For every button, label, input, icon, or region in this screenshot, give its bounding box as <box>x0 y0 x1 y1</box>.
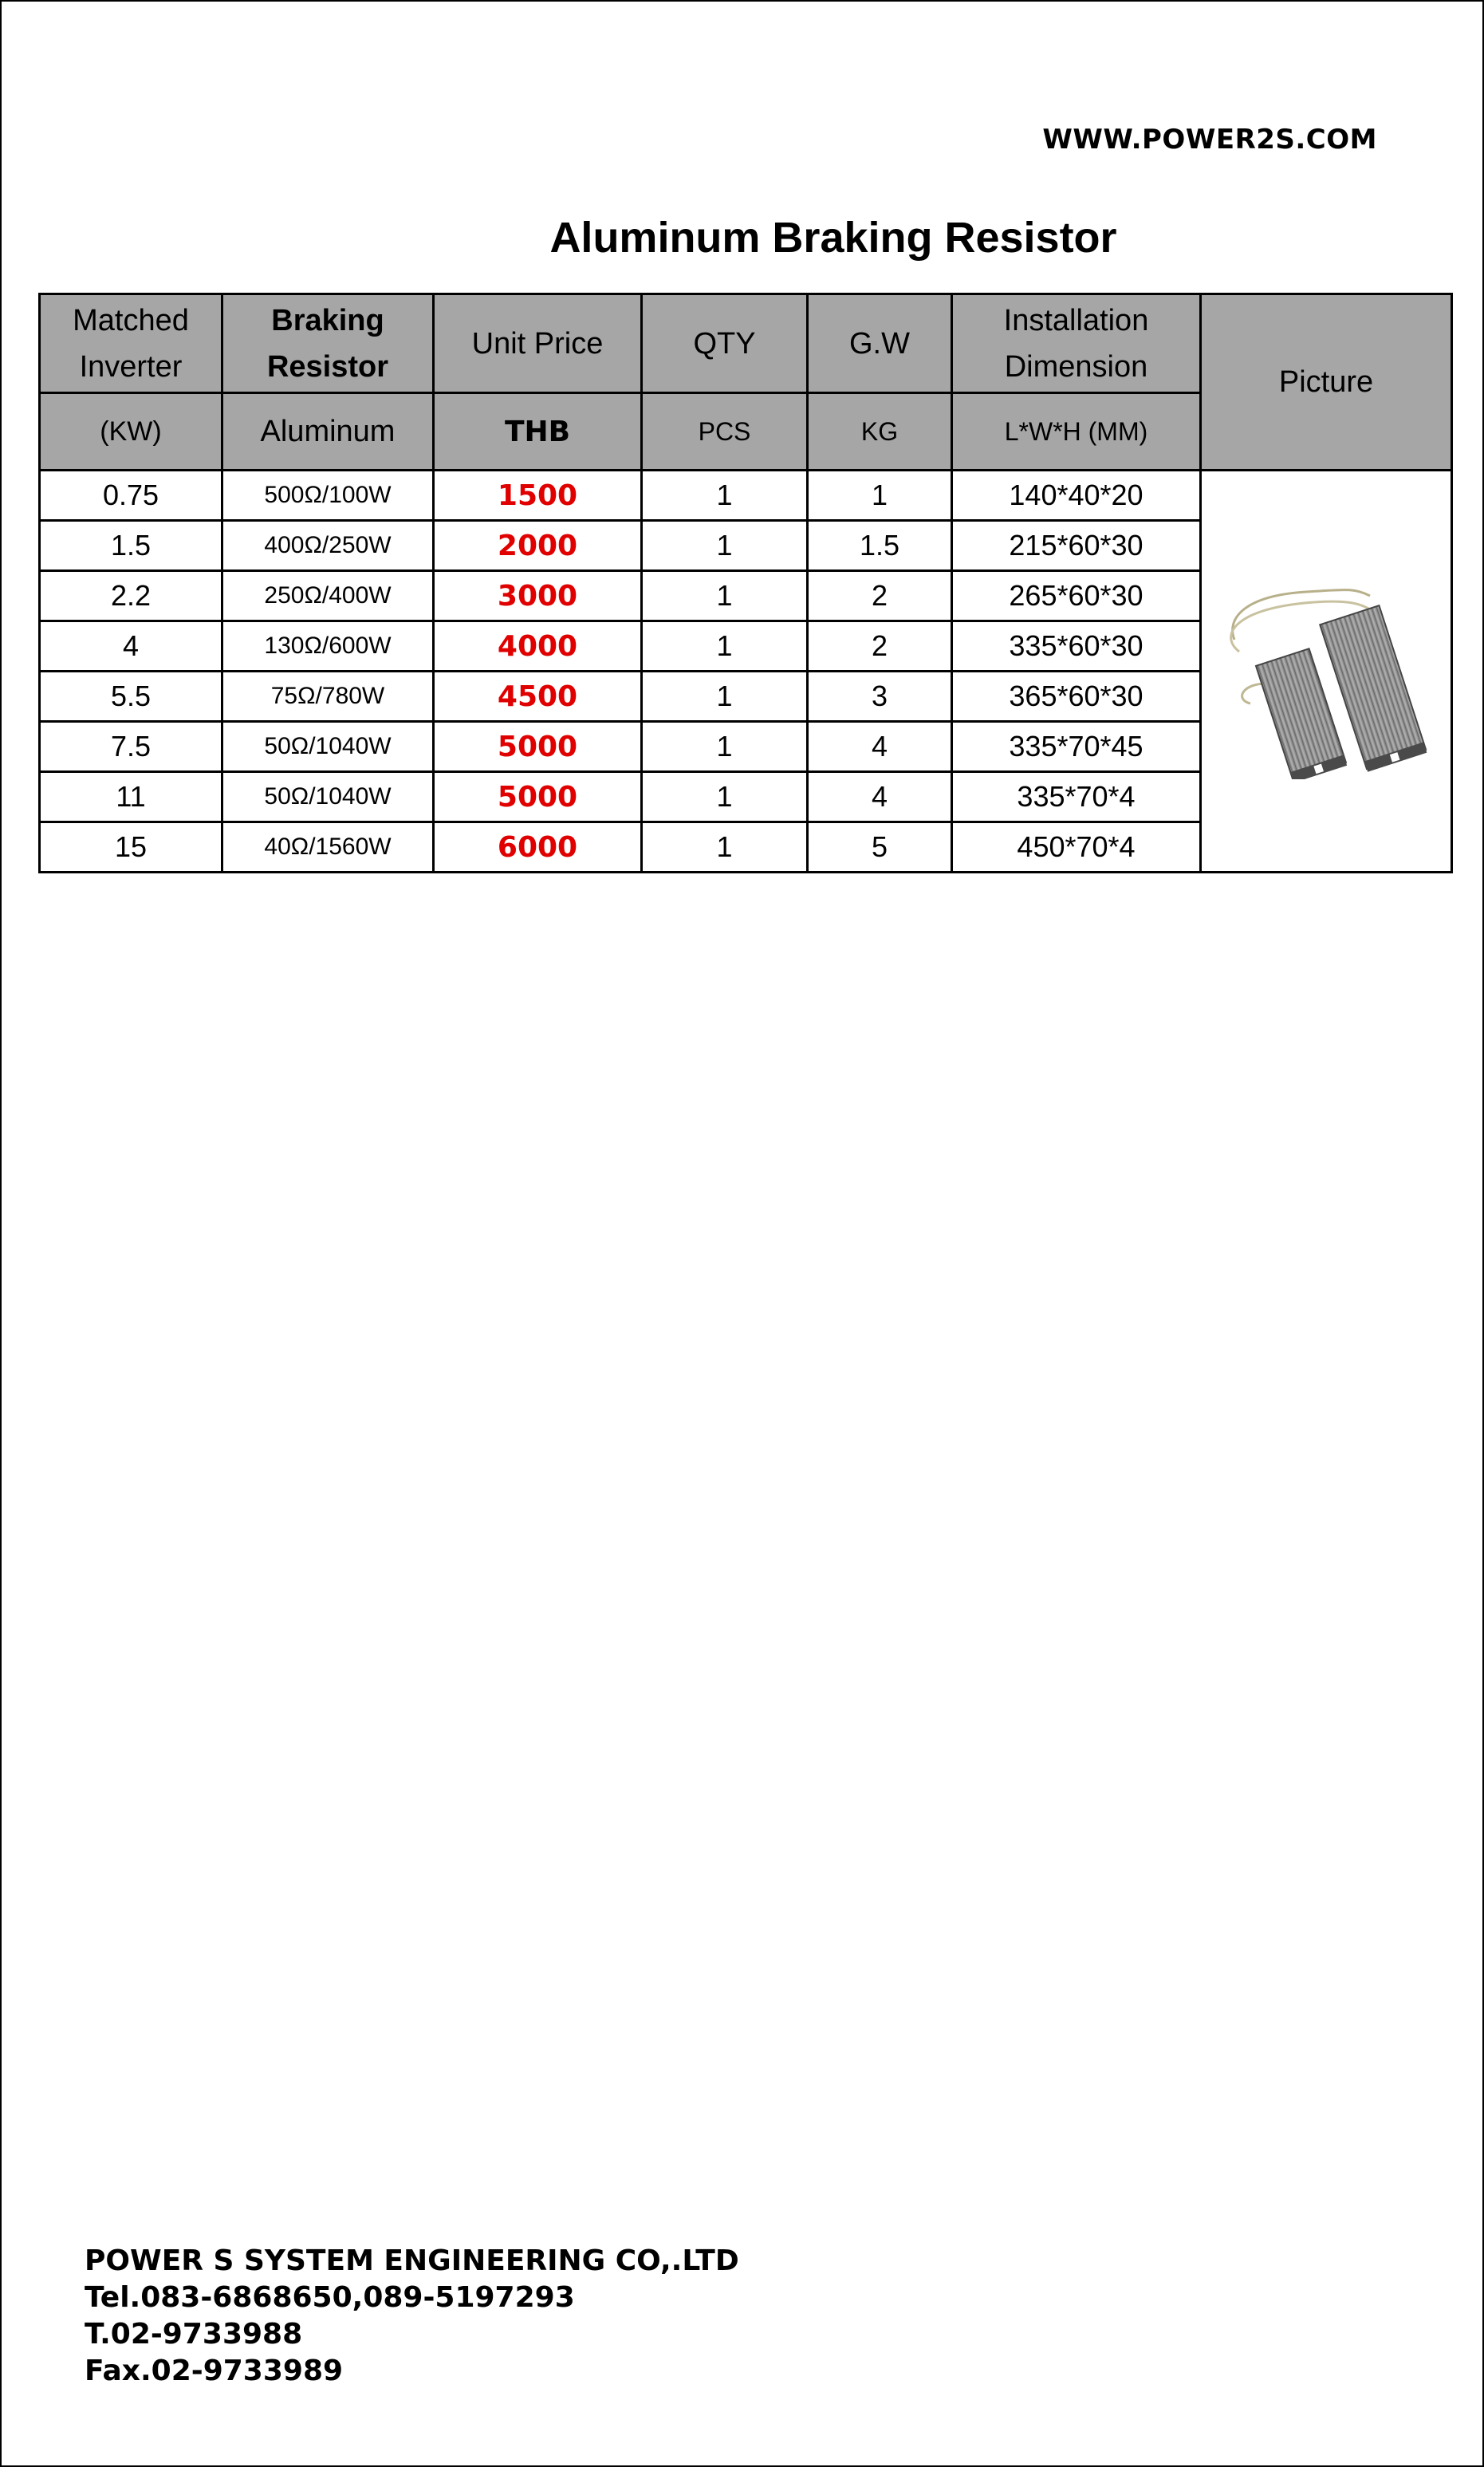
header-qty <box>642 294 808 393</box>
header-unit-thb: THB <box>434 393 642 471</box>
cell-braking-resistor: 50Ω/1040W <box>222 722 434 772</box>
cell-matched-inverter: 0.75 <box>40 471 222 521</box>
header-label: Inverter <box>79 349 183 384</box>
company-fax: Fax.02-9733989 <box>85 2355 344 2387</box>
cell-dimension: 140*40*20 <box>952 471 1201 521</box>
cell-unit-price: 3000 <box>434 571 642 621</box>
cell-qty: 1 <box>642 521 808 571</box>
cell-dimension: 335*60*30 <box>952 621 1201 672</box>
header-label: Resistor <box>266 349 389 384</box>
cell-gw: 1.5 <box>808 521 952 571</box>
company-phone[interactable]: T.02-9733988 <box>85 2318 303 2351</box>
header-label: Matched <box>73 303 189 337</box>
header-label: Braking <box>271 303 384 337</box>
header-label: G.W <box>849 326 910 361</box>
cell-dimension: 215*60*30 <box>952 521 1201 571</box>
company-name: POWER S SYSTEM ENGINEERING CO,.LTD <box>85 2244 739 2277</box>
cell-qty: 1 <box>642 571 808 621</box>
header-installation-dimension <box>952 294 1201 393</box>
cell-unit-price: 1500 <box>434 471 642 521</box>
cell-qty: 1 <box>642 772 808 822</box>
aluminum-resistor-icon <box>1210 564 1442 779</box>
cell-braking-resistor: 75Ω/780W <box>222 672 434 722</box>
cell-braking-resistor: 50Ω/1040W <box>222 772 434 822</box>
cell-gw: 3 <box>808 672 952 722</box>
cell-matched-inverter: 4 <box>40 621 222 672</box>
cell-braking-resistor: 40Ω/1560W <box>222 822 434 873</box>
cell-dimension: 335*70*45 <box>952 722 1201 772</box>
cell-matched-inverter: 7.5 <box>40 722 222 772</box>
cell-gw: 2 <box>808 571 952 621</box>
cell-braking-resistor: 130Ω/600W <box>222 621 434 672</box>
cell-unit-price: 5000 <box>434 722 642 772</box>
header-gw <box>808 294 952 393</box>
header-label: Dimension <box>1004 349 1148 384</box>
header-label: Installation <box>1003 303 1149 337</box>
cell-gw: 4 <box>808 772 952 822</box>
cell-braking-resistor: 500Ω/100W <box>222 471 434 521</box>
cell-unit-price: 5000 <box>434 772 642 822</box>
cell-gw: 1 <box>808 471 952 521</box>
cell-unit-price: 4000 <box>434 621 642 672</box>
cell-braking-resistor: 400Ω/250W <box>222 521 434 571</box>
cell-qty: 1 <box>642 722 808 772</box>
cell-qty: 1 <box>642 672 808 722</box>
company-tel[interactable]: Tel.083-6868650,089-5197293 <box>85 2281 575 2314</box>
cell-unit-price: 6000 <box>434 822 642 873</box>
cell-matched-inverter: 2.2 <box>40 571 222 621</box>
cell-qty: 1 <box>642 471 808 521</box>
cell-matched-inverter: 11 <box>40 772 222 822</box>
header-unit-dimension: L*W*H (MM) <box>952 393 1201 471</box>
cell-gw: 5 <box>808 822 952 873</box>
header-unit-price <box>434 294 642 393</box>
resistor-spec-table <box>38 293 1453 873</box>
header-unit-kw: (KW) <box>40 393 222 471</box>
cell-dimension: 365*60*30 <box>952 672 1201 722</box>
cell-unit-price: 2000 <box>434 521 642 571</box>
cell-gw: 4 <box>808 722 952 772</box>
header-matched-inverter <box>40 294 222 393</box>
picture-cell <box>1201 471 1452 873</box>
website-url[interactable]: WWW.POWER2S.COM <box>1042 124 1377 156</box>
header-unit-aluminum: Aluminum <box>222 393 434 471</box>
header-row-1 <box>40 294 1452 393</box>
cell-matched-inverter: 5.5 <box>40 672 222 722</box>
header-label: Unit Price <box>471 326 604 361</box>
header-label: QTY <box>693 326 756 361</box>
cell-dimension: 265*60*30 <box>952 571 1201 621</box>
header-unit-kg: KG <box>808 393 952 471</box>
company-contact <box>85 2243 739 2390</box>
cell-gw: 2 <box>808 621 952 672</box>
cell-braking-resistor: 250Ω/400W <box>222 571 434 621</box>
cell-matched-inverter: 15 <box>40 822 222 873</box>
table-row <box>40 471 1452 521</box>
page-title: Aluminum Braking Resistor <box>549 214 1117 262</box>
cell-unit-price: 4500 <box>434 672 642 722</box>
header-picture: Picture <box>1201 294 1452 471</box>
header-unit-pcs: PCS <box>642 393 808 471</box>
cell-qty: 1 <box>642 822 808 873</box>
cell-qty: 1 <box>642 621 808 672</box>
cell-matched-inverter: 1.5 <box>40 521 222 571</box>
cell-dimension: 335*70*4 <box>952 772 1201 822</box>
header-braking-resistor <box>222 294 434 393</box>
cell-dimension: 450*70*4 <box>952 822 1201 873</box>
